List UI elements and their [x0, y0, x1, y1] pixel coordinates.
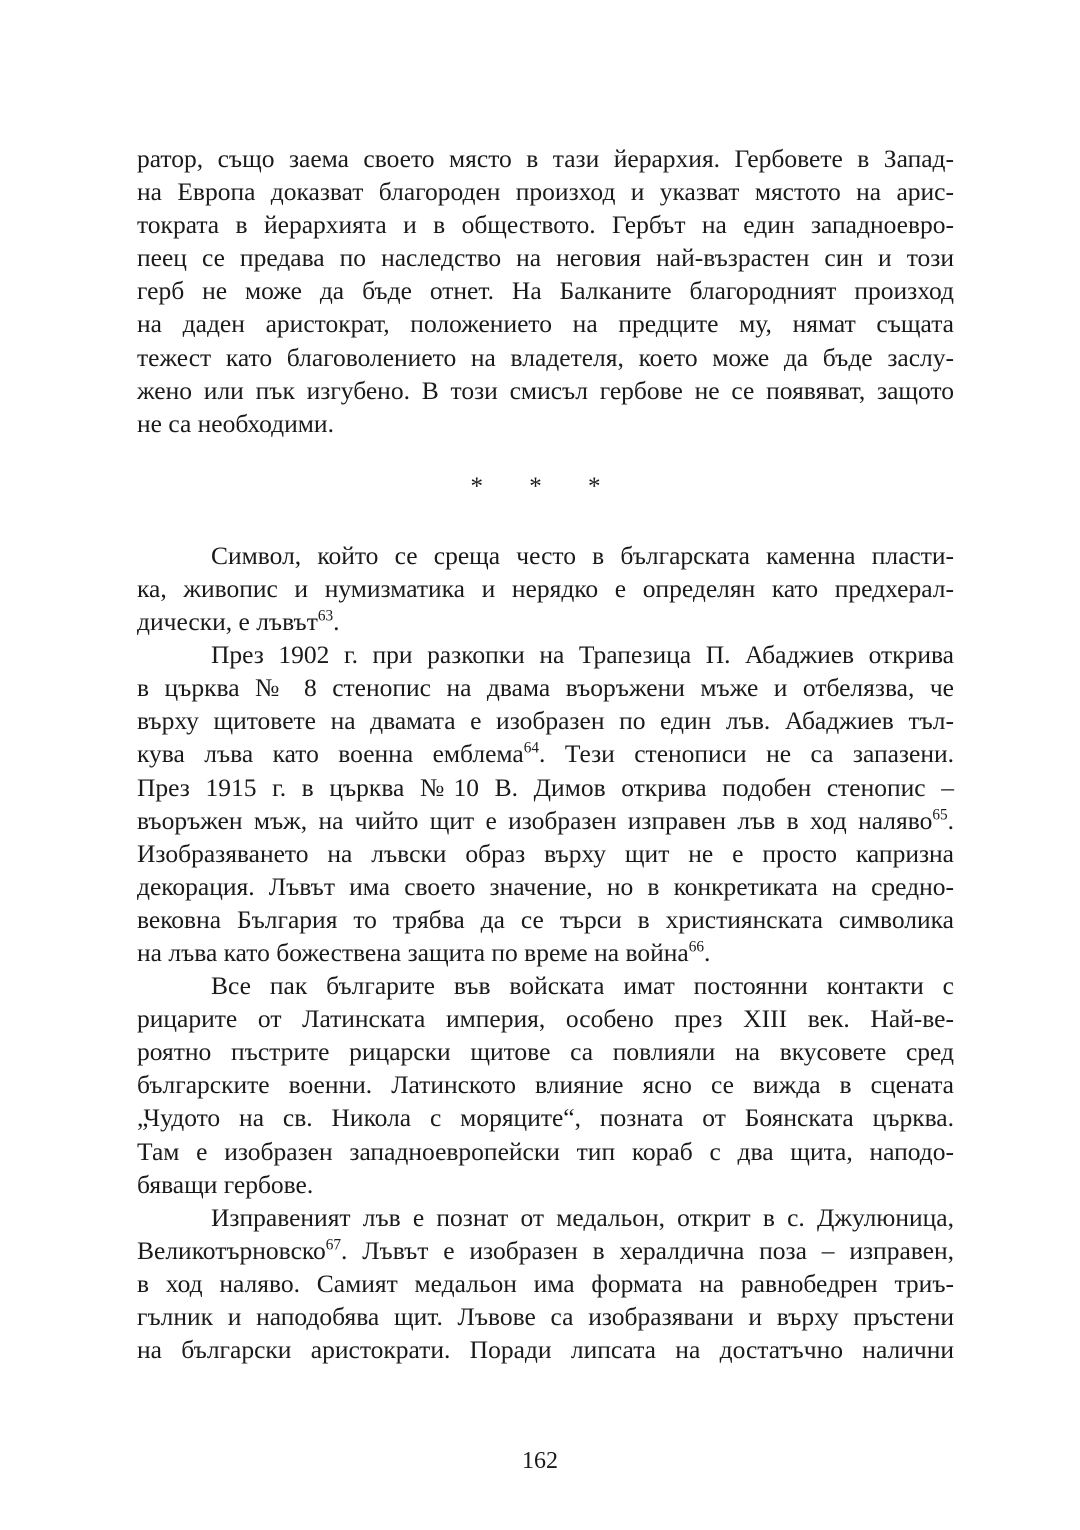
- text-line: Символ, който се среща често в българската каменна пласти-: [211, 540, 954, 570]
- text-line: на Европа доказват благороден произход и указват мястото на арис-: [137, 177, 954, 207]
- text-line: ка, живопис и нумизматика и нерядко е определян като предхерал-: [137, 573, 954, 603]
- paragraph-trapezitsa: [137, 638, 954, 969]
- section-separator: [137, 440, 954, 539]
- text-line: на лъва като божествена защита по време на война$^{66}$.: [137, 937, 711, 967]
- text-line: върху щитовете на двамата е изобразен по един лъв. Абаджиев тъл-: [137, 706, 954, 736]
- text-line: в ход наляво. Самият медальон има формата на равнобедрен триъ-: [137, 1268, 954, 1298]
- text-line: Изправеният лъв е познат от медальон, открит в с. Джулюница,: [211, 1202, 954, 1232]
- footnote-ref[interactable]: 66: [688, 938, 704, 956]
- text-line: През 1915 г. в църква №10 В. Димов открива подобен стенопис –: [137, 772, 954, 802]
- text-line: Великотърновско$^{67}$. Лъвът е изобразен в хералдична поза – изправен,: [137, 1235, 954, 1265]
- page-body: [137, 142, 954, 1366]
- text-line: Изобразяването на лъвски образ върху щит не е просто капризна: [137, 838, 954, 868]
- text-line: не са необходими.: [137, 408, 334, 438]
- text-line: в църква № 8 стенопис на двама въоръжени мъже и отбелязва, че: [137, 673, 954, 703]
- text-line: вековна България то трябва да се търси в християнската символика: [137, 904, 954, 934]
- paragraph-latin-influence: [137, 969, 954, 1201]
- footnote-ref[interactable]: 63: [317, 607, 334, 625]
- text-line: гълник и наподобява щит. Лъвове са изобразявани и върху пръстени: [137, 1302, 954, 1331]
- text-line: тежест като благоволението на владетеля, което може да бъде заслу-: [137, 342, 954, 372]
- footnote-ref[interactable]: 65: [932, 806, 948, 824]
- text-line: декорация. Лъвът има своето значение, но в конкретиката на средно-: [137, 871, 954, 901]
- text-line: дически, е лъвът$^{63}$.: [137, 607, 340, 637]
- page-number: 162: [522, 1448, 558, 1474]
- footnote-ref[interactable]: 64: [523, 739, 540, 757]
- text-line: българските военни. Латинското влияние ясно се вижда в сцената: [137, 1070, 954, 1100]
- text-line: Все пак българите във войската имат постоянни контакти с: [211, 971, 954, 1001]
- text-line: „Чудото на св. Никола с моряците“, позната от Боянската църква.: [137, 1103, 954, 1133]
- text-line: въоръжен мъж, на чийто щит е изобразен изправен лъв в ход наляво$^{65}$.: [137, 805, 954, 835]
- text-line: През 1902 г. при разкопки на Трапезица П. Абаджиев открива: [211, 640, 954, 670]
- paragraph-continuation: [137, 142, 954, 440]
- text-line: на български аристократи. Поради липсата на достатъчно налични: [137, 1335, 954, 1365]
- paragraph-lion-symbol: [137, 539, 954, 638]
- text-line: тократа в йерархията и в обществото. Гербът на един западноевро-: [137, 210, 954, 240]
- paragraph-medallion: [137, 1201, 954, 1366]
- asterisk-separator: * * *: [470, 472, 621, 500]
- text-line: рицарите от Латинската империя, особено през XIII век. Най-ве-: [137, 1004, 954, 1034]
- text-line: роятно пъстрите рицарски щитове са повлияли на вкусовете сред: [137, 1037, 954, 1067]
- text-line: ратор, също заема своето място в тази йерархия. Гербовете в Запад-: [137, 144, 954, 173]
- text-line: герб не може да бъде отнет. На Балканите благородният произход: [137, 276, 954, 306]
- footnote-ref[interactable]: 67: [325, 1236, 342, 1254]
- text-line: бяващи гербове.: [137, 1169, 314, 1199]
- text-line: кува лъва като военна емблема$^{64}$. Тези стенописи не са запазени.: [137, 739, 954, 769]
- text-line: жено или пък изгубено. В този смисъл гербове не се появяват, защото: [137, 375, 954, 405]
- text-line: пеец се предава по наследство на неговия най-възрастен син и този: [137, 243, 954, 273]
- text-line: Там е изобразен западноевропейски тип кораб с два щита, наподо-: [137, 1136, 954, 1166]
- text-line: на даден аристократ, положението на предците му, нямат същата: [137, 309, 954, 339]
